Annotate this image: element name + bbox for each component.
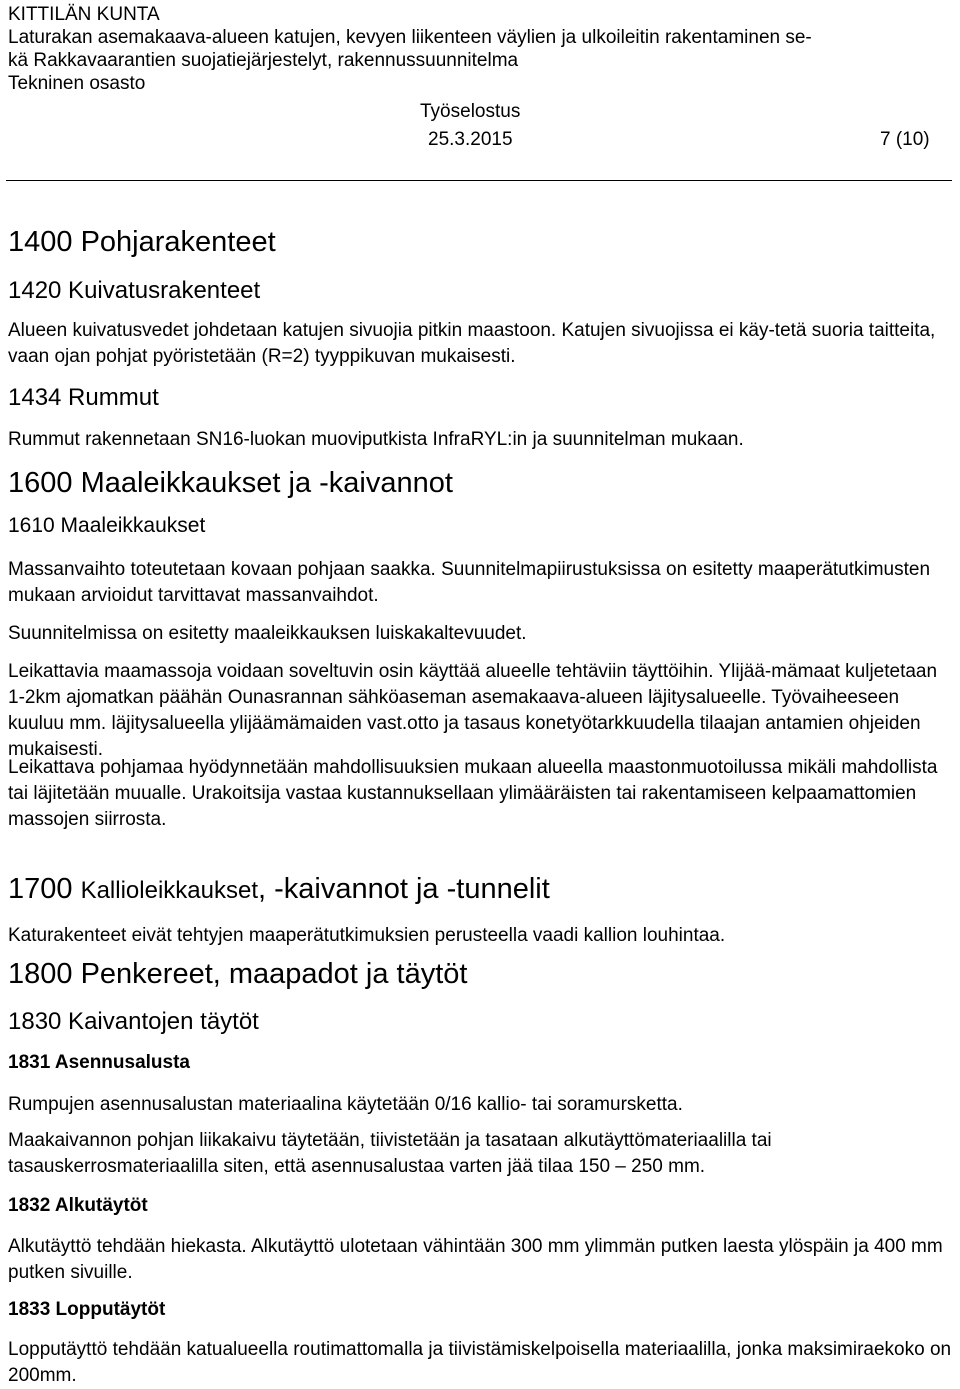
paragraph-1833: Lopputäyttö tehdään katualueella routimattomalla ja tiivistämiskelpoisella materiaalilla, jonka maksimiraekoko on 200mm. [8, 1339, 952, 1386]
heading-1831: 1831 Asennusalusta [8, 1052, 190, 1073]
heading-1600: 1600 Maaleikkaukset ja -kaivannot [8, 467, 453, 499]
document-header [8, 3, 812, 95]
paragraph-1610-b: Suunnitelmissa on esitetty maaleikkauksen luiskakaltevuudet. [8, 623, 527, 644]
heading-1833: 1833 Lopputäytöt [8, 1299, 166, 1320]
project-title-line1: Laturakan asemakaava-alueen katujen, kevyen liikenteen väylien ja ulkoileitin rakentaminen se- [8, 27, 812, 48]
paragraph-1434: Rummut rakennetaan SN16-luokan muoviputkista InfraRYL:in ja suunnitelman mukaan. [8, 429, 744, 450]
heading-1832: 1832 Alkutäytöt [8, 1195, 148, 1216]
paragraph-1831-a: Rumpujen asennusalustan materiaalina käytetään 0/16 kallio- tai soramursketta. [8, 1094, 683, 1115]
paragraph-1610-d: Leikattava pohjamaa hyödynnetään mahdollisuuksien mukaan alueella maastonmuotoilussa mikäli mahdollista tai läjitetään muualle. Urakoitsija vastaa kustannuksellaan ylimääräisten tai rakentamiseen kelpaamattomien massojen siirrosta. [8, 757, 938, 830]
paragraph-1420: Alueen kuivatusvedet johdetaan katujen sivuojia pitkin maastoon. Katujen sivuojissa ei käy-tetä suoria taitteita, vaan ojan pohjat pyöristetään (R=2) tyyppikuvan mukaisesti. [8, 320, 936, 367]
heading-1610: 1610 Maaleikkaukset [8, 514, 206, 537]
paragraph-1831-b: Maakaivannon pohjan liikakaivu täytetään, tiivistetään ja tasataan alkutäyttömateriaalilla tai tasauskerrosmateriaalilla siten, että asennusalustaa varten jää tilaa 150 – 250 mm. [8, 1130, 772, 1177]
doc-type: Työselostus [420, 101, 521, 122]
heading-1700-number: 1700 [8, 873, 81, 905]
heading-1434: 1434 Rummut [8, 384, 159, 411]
page-number: 7 (10) [880, 129, 930, 150]
paragraph-1700: Katurakenteet eivät tehtyjen maaperätutkimuksien perusteella vaadi kallion louhintaa. [8, 925, 726, 946]
paragraph-1610-c: Leikattavia maamassoja voidaan soveltuvin osin käyttää alueelle tehtäviin täyttöihin. Ylijää-mämaat kuljetetaan 1-2km ajomatkan päähän Ounasrannan sähköaseman asemakaava-alueen läjitysalueelle. Työvaiheeseen kuuluu mm. läjitysalueella ylijäämämaiden vast.otto ja tasaus konetyötarkkuudella tilaajan antamien ohjeiden mukaisesti. [8, 661, 938, 760]
project-title-line2: kä Rakkavaarantien suojatiejärjestelyt, rakennussuunnitelma [8, 50, 519, 71]
department: Tekninen osasto [8, 73, 146, 94]
heading-1420: 1420 Kuivatusrakenteet [8, 277, 261, 304]
header-divider [6, 180, 952, 181]
heading-1700-part-b: , -kaivannot ja -tunnelit [258, 873, 550, 905]
heading-1400: 1400 Pohjarakenteet [8, 226, 276, 258]
heading-1800: 1800 Penkereet, maapadot ja täytöt [8, 958, 468, 990]
org-name: KITTILÄN KUNTA [8, 4, 160, 25]
heading-1700-part-a: Kallioleikkaukset [80, 877, 258, 904]
paragraph-1610-a: Massanvaihto toteutetaan kovaan pohjaan saakka. Suunnitelmapiirustuksissa on esitetty maaperätutkimusten mukaan arvioidut tarvittavat massanvaihdot. [8, 559, 931, 606]
heading-1830: 1830 Kaivantojen täytöt [8, 1008, 259, 1035]
heading-1700 [8, 873, 550, 906]
doc-date: 25.3.2015 [428, 129, 513, 150]
paragraph-1832: Alkutäyttö tehdään hiekasta. Alkutäyttö ulotetaan vähintään 300 mm ylimmän putken laesta ylöspäin ja 400 mm putken sivuille. [8, 1236, 943, 1283]
